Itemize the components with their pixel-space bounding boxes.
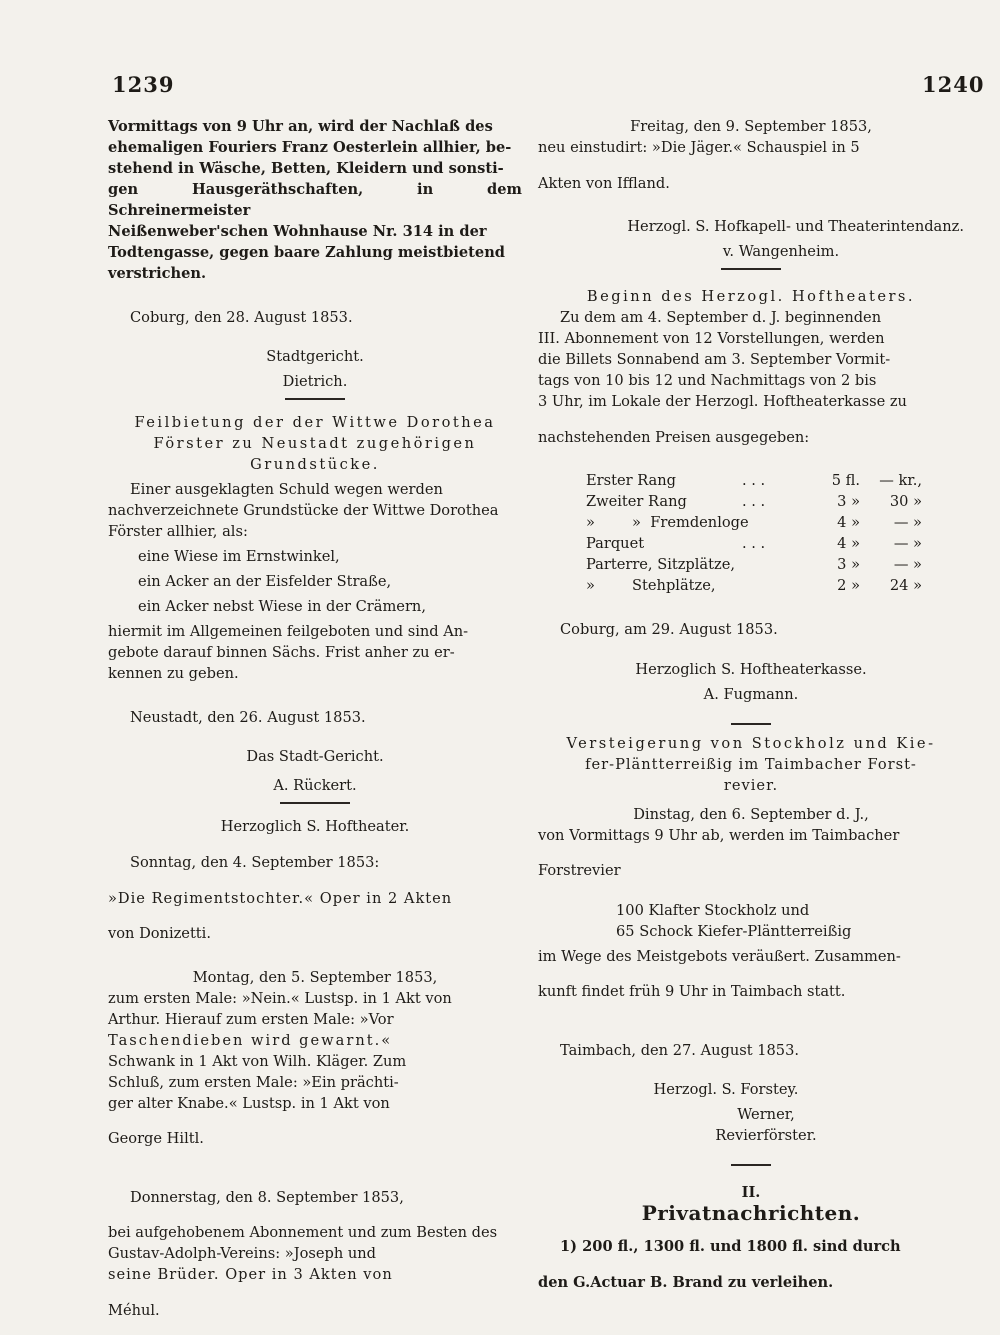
hoftheater-program (108, 812, 522, 1320)
notice-title: Beginn des Herzogl. Hoftheaters. (586, 288, 916, 306)
notice-title: fer-Pläntterreißig im Taimbacher Forst- (585, 755, 917, 773)
text-line: gen Hausgeräthschaften, in dem Schreinermeister (108, 181, 522, 219)
program-title: Herzoglich S. Hoftheater. (220, 818, 410, 836)
price-dots: . . . (742, 493, 766, 511)
price-dots: . . . (742, 472, 766, 490)
price-fl: 3 » (837, 493, 860, 511)
text-line: tags von 10 bis 12 und Nachmittags von 2 bis (538, 372, 877, 390)
notice-authority: Herzogl. S. Forstey. (653, 1081, 799, 1099)
page-number-right: 1240 (922, 72, 985, 97)
text-line: kunft findet früh 9 Uhr in Taimbach statt. (538, 983, 846, 1001)
price-fl: 4 » (837, 514, 860, 532)
list-item: 65 Schock Kiefer-Pläntterreißig (616, 922, 852, 940)
text-line: nachstehenden Preisen ausgegeben: (538, 428, 810, 446)
separator-rule (285, 398, 345, 400)
versteigerung-notice (538, 733, 964, 1167)
notice-title: revier. (723, 776, 779, 794)
text-line: im Wege des Meistgebots veräußert. Zusammen- (538, 947, 901, 965)
text-line: kennen zu geben. (108, 665, 239, 683)
price-fl: 5 fl. (831, 472, 860, 490)
price-kr: 24 » (889, 577, 922, 595)
price-row (582, 533, 926, 554)
program-day: Freitag, den 9. September 1853, (630, 118, 872, 135)
program-day: Dinstag, den 6. September d. J., (633, 805, 869, 823)
text-line: Schwank in 1 Akt von Wilh. Kläger. Zum (108, 1052, 407, 1070)
text-line: bei aufgehobenem Abonnement und zum Besten des (108, 1224, 498, 1242)
text-line: Gustav-Adolph-Vereins: »Joseph und (108, 1245, 377, 1263)
text-line: neu einstudirt: »Die Jäger.« Schauspiel in 5 (538, 139, 860, 156)
text-line: »Die Regimentstochter.« Oper in 2 Akten (108, 889, 453, 907)
separator-rule (721, 268, 781, 270)
notice-title: Versteigerung von Stockholz und Kie- (566, 734, 936, 752)
price-row (582, 470, 926, 491)
notice-signature: Werner, (737, 1106, 795, 1124)
feilbietung-notice (108, 408, 522, 804)
text-line: Todtengasse, gegen baare Zahlung meistbietend (108, 244, 506, 261)
program-day: Sonntag, den 4. September 1853: (130, 853, 380, 871)
text-line: Akten von Iffland. (538, 174, 670, 192)
price-kr: 30 » (889, 493, 922, 511)
notice-authority: Stadtgericht. (266, 348, 364, 366)
text-line: hiermit im Allgemeinen feilgeboten und sind An- (108, 623, 469, 641)
price-fl: 3 » (837, 556, 860, 574)
price-label: Parterre, Sitzplätze, (586, 556, 735, 574)
right-column (538, 116, 964, 1307)
notice-title: Grundstücke. (250, 456, 380, 474)
text-line: gebote darauf binnen Sächs. Frist anher zu er- (108, 644, 455, 662)
text-line: Förster allhier, als: (108, 523, 248, 541)
text-line: Neißenweber'schen Wohnhause Nr. 314 in der (108, 223, 487, 240)
notice-date: Coburg, den 28. August 1853. (130, 308, 353, 326)
price-kr: — kr., (879, 472, 922, 490)
price-fl: 4 » (837, 535, 860, 553)
program-day: Donnerstag, den 8. September 1853, (130, 1188, 404, 1206)
nachlass-notice (108, 116, 522, 400)
text-line: Vormittags von 9 Uhr an, wird der Nachlaß des (108, 118, 493, 135)
text-line: Méhul. (108, 1301, 160, 1319)
text-line: 1) 200 fl., 1300 fl. und 1800 fl. sind durch (560, 1238, 901, 1256)
program-day: Montag, den 5. September 1853, (192, 968, 438, 986)
notice-title: Förster zu Neustadt zugehörigen (153, 435, 477, 453)
left-column (108, 116, 522, 1335)
notice-date: Coburg, am 29. August 1853. (560, 620, 778, 638)
notice-signature: A. Rückert. (273, 777, 357, 795)
notice-signature: v. Wangenheim. (722, 243, 840, 261)
price-row (582, 512, 926, 533)
notice-signature: Dietrich. (282, 373, 348, 391)
text-line: ger alter Knabe.« Lustsp. in 1 Akt von (108, 1094, 390, 1112)
text-line: den G.Actuar B. Brand zu verleihen. (538, 1273, 834, 1291)
price-kr: — » (893, 556, 922, 574)
text-line: 3 Uhr, im Lokale der Herzogl. Hoftheaterkasse zu (538, 393, 907, 411)
friday-program (538, 116, 964, 270)
text-line: Zu dem am 4. September d. J. beginnenden (560, 309, 882, 327)
price-dots: . . . (742, 535, 766, 553)
notice-date: Neustadt, den 26. August 1853. (130, 708, 366, 726)
text-line: zum ersten Male: »Nein.« Lustsp. in 1 Akt von (108, 989, 452, 1007)
text-line: George Hiltl. (108, 1130, 204, 1148)
separator-rule (731, 1164, 771, 1166)
price-label: » Stehplätze, (586, 577, 716, 595)
separator-rule (731, 723, 771, 725)
separator-rule (280, 802, 350, 804)
notice-authority: Herzogl. S. Hofkapell- und Theaterintendanz. (627, 218, 964, 236)
price-kr: — » (893, 535, 922, 553)
price-fl: 2 » (837, 577, 860, 595)
price-label: Zweiter Rang (586, 493, 687, 511)
price-row (582, 554, 926, 575)
text-line: III. Abonnement von 12 Vorstellungen, werden (538, 330, 885, 348)
section-number: II. (741, 1184, 761, 1202)
text-line: Schluß, zum ersten Male: »Ein prächti- (108, 1073, 399, 1091)
notice-title: Feilbietung der der Wittwe Dorothea (134, 414, 496, 432)
text-line: verstrichen. (108, 265, 207, 282)
text-line: Forstrevier (538, 862, 621, 880)
list-item: 100 Klafter Stockholz und (616, 901, 810, 919)
section-title: Privatnachrichten. (641, 1201, 861, 1226)
price-row (582, 575, 926, 596)
price-table (582, 470, 926, 596)
price-kr: — » (893, 514, 922, 532)
list-item: ein Acker nebst Wiese in der Crämern, (138, 598, 426, 616)
text-line: von Vormittags 9 Uhr ab, werden im Taimbacher (538, 826, 900, 844)
privatnachrichten-section (538, 1174, 964, 1293)
text-line: von Donizetti. (108, 925, 211, 943)
notice-authority: Das Stadt-Gericht. (246, 748, 384, 766)
text-line: Einer ausgeklagten Schuld wegen werden (130, 481, 443, 499)
price-label: Parquet (586, 535, 645, 553)
list-item: eine Wiese im Ernstwinkel, (138, 548, 340, 566)
text-line: stehend in Wäsche, Betten, Kleidern und sonsti- (108, 160, 504, 177)
price-label: » » Fremdenloge (586, 514, 749, 532)
notice-authority: Herzoglich S. Hoftheaterkasse. (635, 660, 867, 678)
beginn-notice (538, 278, 964, 724)
list-item: ein Acker an der Eisfelder Straße, (138, 573, 392, 591)
text-line: Taschendieben wird gewarnt.« (108, 1031, 393, 1049)
text-line: seine Brüder. Oper in 3 Akten von (108, 1266, 393, 1284)
text-line: nachverzeichnete Grundstücke der Wittwe Dorothea (108, 502, 499, 520)
text-line: ehemaligen Fouriers Franz Oesterlein allhier, be- (108, 139, 512, 156)
text-line: Arthur. Hierauf zum ersten Male: »Vor (108, 1010, 394, 1028)
notice-date: Taimbach, den 27. August 1853. (560, 1041, 800, 1059)
notice-signature: A. Fugmann. (703, 685, 799, 703)
notice-signature: Revierförster. (715, 1127, 817, 1145)
price-row (582, 491, 926, 512)
price-label: Erster Rang (586, 472, 676, 490)
page-number-left: 1239 (112, 72, 175, 97)
text-line: die Billets Sonnabend am 3. September Vormit- (538, 351, 891, 369)
